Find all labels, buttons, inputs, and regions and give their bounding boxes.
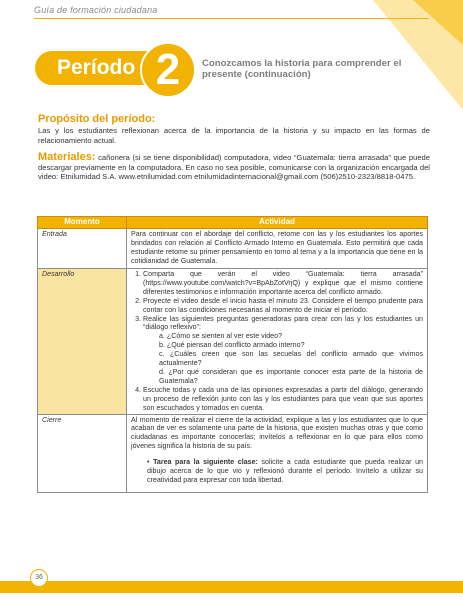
moment-entrada: Entrada [38,229,127,269]
homework-note: • Tarea para la siguiente clase: solicite a cada estudiante que pueda realizar un dibujo acerca de lo que vio y reflexionó durante el período. Invítelo a utilizar su creatividad para expresar con toda libertad. [147,458,423,484]
development-steps [131,270,423,413]
step-2: 2. Proyecte el video desde el inicio hasta el minuto 23. Considere el tiempo prudente para contar con las condiciones necesarias al momento de iniciar el período. [143,297,423,315]
question-b: b. ¿Qué piensan del conflicto armado interno? [159,341,305,350]
reflection-questions [143,332,423,385]
moment-desarrollo: Desarrollo [38,269,127,415]
question-c: c. ¿Cuáles creen que son las secuelas del conflicto armado que vivimos actualmente? [159,350,423,368]
period-title: Conozcamos la historia para comprender el presente (continuación) [202,58,402,80]
purpose-text: Las y los estudiantes reflexionan acerca de la importancia de la historia y su impacto en las formas de relacionamiento actual. [38,126,430,145]
table-row-cierre [38,414,428,492]
step-3-text: Realice las siguientes preguntas generadoras para crear con las y los estudiantes un “diálogo reflexivo”: [143,314,423,332]
question-a: a. ¿Cómo se sienten al ver este video? [159,332,283,341]
page-number: 36 [30,569,48,587]
table-row-entrada [38,229,428,269]
closing-text: Al momento de realizar el cierre de la actividad, explique a las y los estudiantes que lo que acaban de ver es solamente una parte de la historia, que existen muchas otras y que como ciudadanas es importante conocerlas; invítelos a reflexionar en lo que para ellos como jóvenes significa la historia de su país. [131,415,423,451]
step-1: 1. Comparta que verán el video “Guatemala: tierra arrasada” (https://www.youtube.com/watch?v=BpAbZotVrjQ) y explique que el mismo contiene diferentes testimonios e información importante acerca del conflicto armado. [143,270,423,297]
step-4: 4. Escuche todas y cada una de las opiniones expresadas a partir del diálogo, generando un proceso de reflexión junto con las y los estudiantes para que vean que sus aportes son escuchados y tomados en cuenta. [143,386,423,413]
footer-band [0,581,463,593]
activity-cierre [127,414,428,492]
header-divider [34,18,429,19]
header-moment: Momento [38,217,127,229]
period-badge-label: Período [57,56,136,79]
homework-label: Tarea para la siguiente clase: [153,458,258,467]
moment-cierre: Cierre [38,414,127,492]
question-d: d. ¿Por qué consideran que es importante conocer esta parte de la historia de Guatemala? [159,367,423,385]
table-header-row [38,217,428,229]
activity-desarrollo [127,269,428,415]
materials-paragraph [38,153,430,182]
materials-text: cañonera (si se tiene disponibilidad) computadora, video “Guatemala: tierra arrasada” que puede descargar previamente en la computadora. En caso no sea posible, comunicarse con la organización encargada del video: Etnilumidad S.A. www.etnilumidad.com etnilumidadinternacional@gmail.com (506)2510-2323/8818-0475. [38,153,430,182]
table-row-desarrollo [38,269,428,415]
corner-decoration [313,0,463,110]
materials-title: Materiales: [38,151,96,163]
homework-text: solicite a cada estudiante que pueda realizar un dibujo acerca de lo que vio y reflexionó durante el período. Invítelo a utilizar su creatividad para expresar con toda libertad. [147,458,423,484]
activity-entrada: Para continuar con el abordaje del conflicto, retome con las y los estudiantes los aportes brindados con relación al Conflicto Armado Interno en Guatemala. Esto permitirá que cada estudiante retome su primer pensamiento en torno al tema y a la importancia que tiene en la cotidianidad de Guatemala. [127,229,428,269]
activity-table [37,216,428,493]
header-activity: Actividad [127,217,428,229]
step-3 [143,315,423,386]
period-number: 2 [155,45,181,94]
purpose-title: Propósito del período: [38,113,156,125]
guide-title: Guía de formación ciudadana [34,5,158,15]
